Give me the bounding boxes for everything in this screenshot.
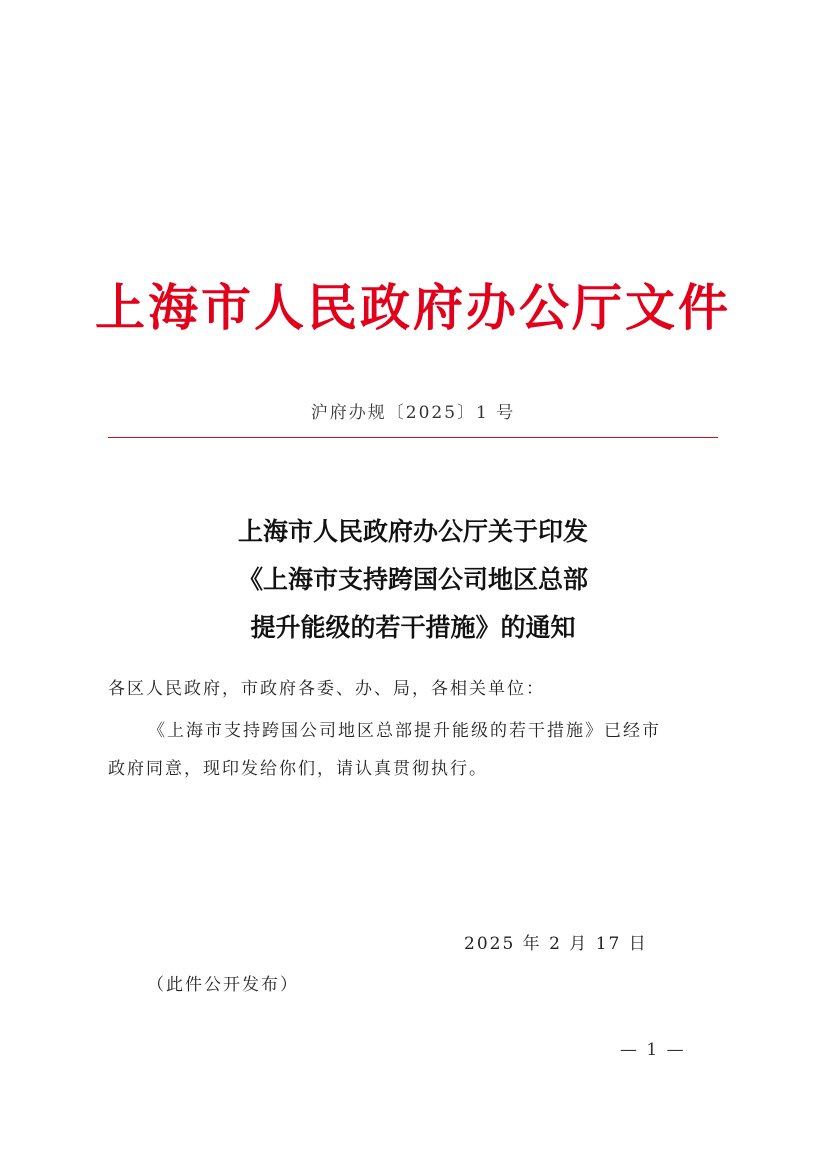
body-line-2: 政府同意，现印发给你们，请认真贯彻执行。	[108, 759, 488, 779]
issue-date: 2025 年 2 月 17 日	[464, 934, 648, 954]
publication-note: （此件公开发布）	[147, 975, 299, 995]
notice-title	[0, 508, 826, 652]
red-separator-line	[108, 437, 718, 438]
notice-title-line-3: 提升能级的若干措施》的通知	[250, 613, 576, 642]
notice-title-line-1: 上海市人民政府办公厅关于印发	[237, 517, 588, 546]
body-paragraph	[108, 712, 720, 788]
page-number: — 1 —	[620, 1040, 686, 1060]
document-masthead: 上海市人民政府办公厅文件	[95, 278, 731, 337]
salutation: 各区人民政府，市政府各委、办、局，各相关单位：	[108, 679, 545, 699]
notice-title-line-2: 《上海市支持跨国公司地区总部	[237, 565, 588, 594]
document-number: 沪府办规〔2025〕1 号	[310, 403, 516, 423]
body-line-1: 《上海市支持跨国公司地区总部提升能级的若干措施》已经市	[148, 721, 661, 741]
